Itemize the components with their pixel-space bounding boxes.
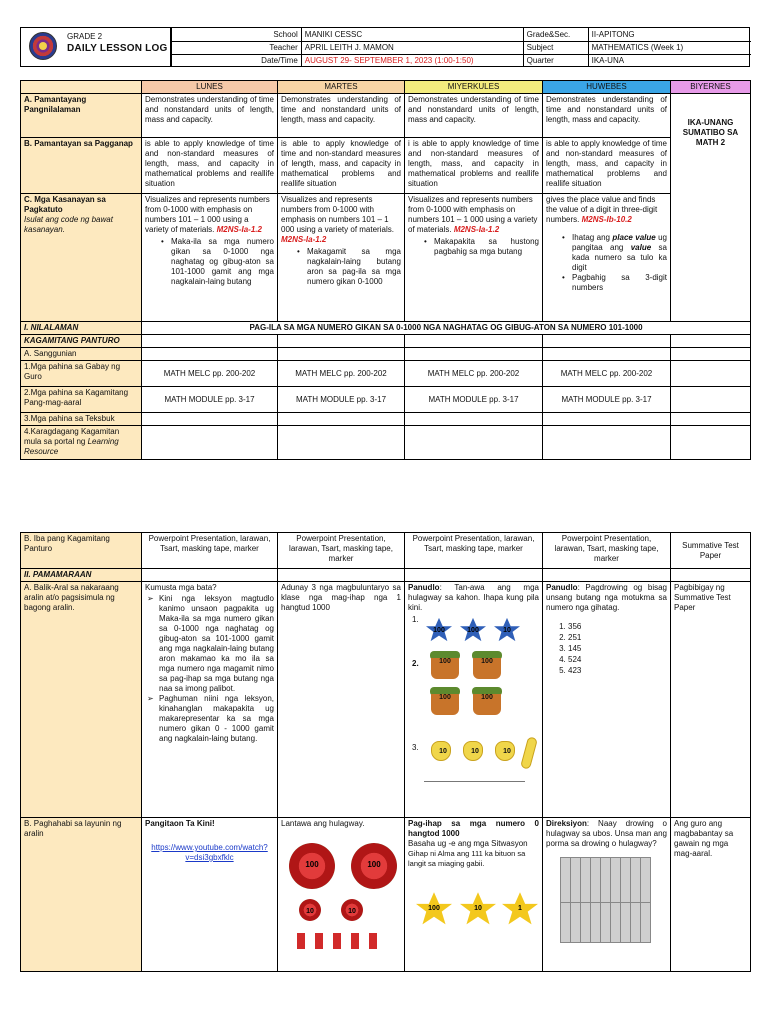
row-label-balik-aral: A. Balik-Aral sa nakaraang aralin at/o pagsisimula ng bagong aralin. <box>21 582 142 818</box>
basaha-text: Basaha ug -e ang mga Sitwasyon <box>408 839 528 848</box>
ref1-lunes: MATH MELC pp. 200-202 <box>142 361 278 387</box>
cell-a-lunes: Demonstrates understanding of time and nonstandard units of length, mass and capacity. <box>142 94 278 138</box>
rose-bouquet-picture: 100 <box>351 843 397 889</box>
number-item: 1. 356 <box>568 621 667 632</box>
empty-cell <box>671 361 751 387</box>
paghahabi-miyerkules <box>405 818 543 972</box>
counting-pictures <box>408 613 539 803</box>
empty-cell <box>142 413 278 426</box>
number-item: 3. 145 <box>568 643 667 654</box>
header-block <box>20 27 750 67</box>
gold-star-picture: 100 <box>414 891 454 927</box>
hundreds-blocks-picture <box>546 849 667 949</box>
banana-bunch-picture: 10 <box>428 739 458 769</box>
day-header-lunes: LUNES <box>142 81 278 94</box>
row-label-kagamitang-pang-mag-aaral: 2.Mga pahina sa Kagamitang Pang-mag-aaral <box>21 387 142 413</box>
panudlo-wed-text: : Tan-awa ang mga hulagway sa kahon. Ihapa kung pila kini. <box>408 583 539 612</box>
star-picture: 10 <box>492 617 522 643</box>
row-label-pamantayan-pagganap: B. Pamantayan sa Pagganap <box>21 138 142 194</box>
c-martes-code: M2NS-Ia-1.2 <box>281 235 327 244</box>
row-label-gabay-guro: 1.Mga pahina sa Gabay ng Guro <box>21 361 142 387</box>
row-label-pamamaraan: II. PAMAMARAAN <box>21 569 142 582</box>
rose-pictures <box>281 829 401 959</box>
empty-cell <box>405 426 543 460</box>
plant-pot-picture: 100 <box>470 687 504 715</box>
cell-b-martes: is able to apply knowledge of time and non-standard measures of length, mass, and capacity in mathematical problems and reallife situation <box>278 138 405 194</box>
empty-cell <box>671 426 751 460</box>
panudlo-thu-text: : Pagdrowing og bisag unsang butang nga motukma sa numero nga gihatag. <box>546 583 667 612</box>
pic-label-1: 1. <box>412 615 419 624</box>
empty-cell <box>543 413 671 426</box>
direksiyon-bold: Direksiyon <box>546 819 587 828</box>
row-label-pamantayang-pangnilalaman: A. Pamantayang Pangnilalaman <box>21 94 142 138</box>
gold-star-picture: 10 <box>458 891 498 927</box>
banana-bunch-picture: 10 <box>492 739 522 769</box>
empty-cell <box>278 348 405 361</box>
ref1-martes: MATH MELC pp. 200-202 <box>278 361 405 387</box>
single-banana-picture <box>520 736 538 769</box>
grade-label: GRADE 2 <box>67 32 103 41</box>
row-label-kagamitan: KAGAMITANG PANTURO <box>21 335 142 348</box>
ref2-martes: MATH MODULE pp. 3-17 <box>278 387 405 413</box>
gold-star-pictures <box>408 869 539 929</box>
answer-line <box>424 781 525 782</box>
star-picture: 100 <box>424 617 454 643</box>
balik-martes: Adunay 3 nga magbuluntaryo sa klase nga mag-ihap nga 1 hangtud 1000 <box>278 582 405 818</box>
lesson-table-2 <box>20 532 751 972</box>
school-label: School <box>172 28 302 41</box>
ref2-miyerkules: MATH MODULE pp. 3-17 <box>405 387 543 413</box>
iba-martes: Powerpoint Presentation, larawan, Tsart, masking tape, marker <box>278 533 405 569</box>
c-miyerkules-text: Visualizes and represents numbers from 0-1000 with emphasis on numbers 101 – 1 000 using a variety of materials. <box>408 195 538 234</box>
c-lunes-bullet: • Maka-ila sa mga numero gikan sa 0-1000 nga naghatag og gibug-aton sa 101-1000 gamit ang mga nagkalain-laing butang <box>145 237 274 287</box>
cell-b-miyerkules: i is able to apply knowledge of time and non-standard measures of length, mass, and capacity in mathematical problems and reallife situation <box>405 138 543 194</box>
empty-cell <box>278 426 405 460</box>
row-label-iba-pang-kagamitan: B. Iba pang Kagamitang Panturo <box>21 533 142 569</box>
empty-cell <box>405 413 543 426</box>
c-martes-bullet: • Makagamit sa mga nagkalain-laing butang aron sa pag-ila sa mga numero gikan 0-1000 <box>281 247 401 287</box>
star-picture: 100 <box>458 617 488 643</box>
ref2-huwebes: MATH MODULE pp. 3-17 <box>543 387 671 413</box>
c-huwebes-text: gives the place value and finds the value of a digit in three-digit numbers. <box>546 195 658 224</box>
banana-bunch-picture: 10 <box>460 739 490 769</box>
teacher-value: APRIL LEITH J. MAMON <box>301 41 523 54</box>
empty-cell <box>671 387 751 413</box>
number-item: 2. 251 <box>568 632 667 643</box>
c-lunes-code: M2NS-Ia-1.2 <box>216 225 262 234</box>
c-lunes-text: Visualizes and represents numbers from 0-1000 with emphasis on numbers 101 – 1 000 using a variety of materials. <box>145 195 270 234</box>
iba-huwebes: Powerpoint Presentation, larawan, Tsart, masking tape, marker <box>543 533 671 569</box>
lantawa-text: Lantawa ang hulagway. <box>281 819 365 828</box>
single-roses-picture <box>297 933 387 949</box>
balik-lunes-intro: Kumusta mga bata? <box>145 583 217 592</box>
cell-a-martes: Demonstrates understanding of time and nonstandard units of length, mass and capacity. <box>278 94 405 138</box>
balik-huwebes <box>543 582 671 818</box>
cell-b-huwebes: is able to apply knowledge of time and non-standard measures of length, mass, and capacity in mathematical problems and reallife situation <box>543 138 671 194</box>
empty-cell <box>405 569 543 582</box>
row-label-karagdagang-kagamitan: 4.Karagdagang Kagamitan mula sa portal ng Learning Resource <box>21 426 142 460</box>
row-label-kasanayan <box>21 194 142 322</box>
cell-a-huwebes: Demonstrates understanding of time and nonstandard units of length, mass and capacity. <box>543 94 671 138</box>
cell-c-martes <box>278 194 405 322</box>
c-miyerkules-bullet: • Makapakita sa hustong pagbahig sa mga butang <box>408 237 539 257</box>
empty-cell <box>543 348 671 361</box>
cell-b-lunes: is able to apply knowledge of time and non-standard measures of length, mass, and capacity in mathematical problems and reallife situation <box>142 138 278 194</box>
teacher-label: Teacher <box>172 41 302 54</box>
quarter-value: IKA-UNA <box>588 54 751 67</box>
rose-bouquet-picture: 100 <box>289 843 335 889</box>
day-header-miyerkules: MIYERKULES <box>405 81 543 94</box>
plant-pot-picture: 100 <box>428 687 462 715</box>
empty-cell <box>543 569 671 582</box>
empty-cell <box>405 348 543 361</box>
grade-sec-label: Grade&Sec. <box>523 28 588 41</box>
subject-value: MATHEMATICS (Week 1) <box>588 41 751 54</box>
school-value: MANIKI CESSC <box>301 28 523 41</box>
deped-seal-logo <box>29 32 57 60</box>
c-huwebes-bullet-1: • Ihatag ang place value ug pangitaa ang value sa kada numero sa tulo ka digit <box>546 233 667 273</box>
day-header-biyernes: BIYERNES <box>671 81 751 94</box>
empty-cell <box>142 335 278 348</box>
row-label-paghahabi: B. Paghahabi sa layunin ng aralin <box>21 818 142 972</box>
direksiyon-text: : Naay drowing o hulagway sa ubos. Unsa man ang porma sa drowing o hulagway? <box>546 819 667 848</box>
row-label-nilalaman: I. NILALAMAN <box>21 322 142 335</box>
plant-pot-picture: 100 <box>470 651 504 679</box>
youtube-link[interactable]: https://www.youtube.com/watch?v=dsi3gbxfklc <box>151 843 268 862</box>
paghahabi-huwebes <box>543 818 671 972</box>
pic-label-2: 2. <box>412 659 419 668</box>
iba-lunes: Powerpoint Presentation, larawan, Tsart, masking tape, marker <box>142 533 278 569</box>
empty-cell <box>543 426 671 460</box>
iba-miyerkules: Powerpoint Presentation, larawan, Tsart, masking tape, marker <box>405 533 543 569</box>
lesson-table-1 <box>20 80 751 460</box>
empty-cell <box>142 426 278 460</box>
empty-cell <box>142 569 278 582</box>
balik-lunes <box>142 582 278 818</box>
alma-situation: Gihap ni Alma ang 111 ka bituon sa langit sa miaging gabii. <box>408 849 526 868</box>
empty-cell <box>142 348 278 361</box>
day-header-huwebes: HUWEBES <box>543 81 671 94</box>
balik-miyerkules <box>405 582 543 818</box>
ref2-lunes: MATH MODULE pp. 3-17 <box>142 387 278 413</box>
c-miyerkules-code: M2NS-Ia-1.2 <box>453 225 500 234</box>
empty-cell <box>671 569 751 582</box>
document-title: DAILY LESSON LOG <box>67 43 168 54</box>
paghahabi-martes <box>278 818 405 972</box>
pic-label-3: 3. <box>412 743 419 752</box>
paghahabi-biyernes: Ang guro ang magbabantay sa gawain ng mga mag-aaral. <box>671 818 751 972</box>
corner-cell <box>21 81 142 94</box>
c-huwebes-bullet-2: • Pagbahig sa 3-digit numbers <box>546 273 667 293</box>
cell-a-miyerkules: Demonstrates understanding of time and nonstandard units of length, mass and capacity. <box>405 94 543 138</box>
number-list <box>568 621 667 676</box>
header-left <box>21 28 171 66</box>
day-header-martes: MARTES <box>278 81 405 94</box>
header-info-table <box>171 28 751 67</box>
panudlo-wed-bold: Panudlo <box>408 583 440 592</box>
empty-cell <box>278 413 405 426</box>
grade-sec-value: II-APITONG <box>588 28 751 41</box>
rose-small-picture: 10 <box>341 899 363 921</box>
kasanayan-title: C. Mga Kasanayan sa Pagkatuto <box>24 195 106 214</box>
balik-lunes-bullet-2: ➢ Paghuman niini nga leksyon, kinahanglan makapakita ug makarepresentar ka sa mga numero gikan 0 - 1000 gamit ang nagkalain-laing butang. <box>145 694 274 744</box>
number-item: 5. 423 <box>568 665 667 676</box>
datetime-label: Date/Time <box>172 54 302 67</box>
empty-cell <box>278 569 405 582</box>
pag-ihap-title: Pag-ihap sa mga numero 0 hangtod 1000 <box>408 819 539 838</box>
ref1-huwebes: MATH MELC pp. 200-202 <box>543 361 671 387</box>
cell-c-miyerkules <box>405 194 543 322</box>
nilalaman-text: PAG-ILA SA MGA NUMERO GIKAN SA 0-1000 NGA NAGHATAG OG GIBUG-ATON SA NUMERO 101-1000 <box>142 322 751 335</box>
paghahabi-lunes <box>142 818 278 972</box>
ref1-miyerkules: MATH MELC pp. 200-202 <box>405 361 543 387</box>
empty-cell <box>671 413 751 426</box>
c-martes-text: Visualizes and represents numbers from 0-1000 with emphasis on numbers 101 – 1 000 using a variety of materials. <box>281 195 394 234</box>
balik-lunes-bullet-1: ➢ Kini nga leksyon magtudlo kanimo unsaon pagpakita ug Maka-ila sa mga numero gikan sa 0-1000 nga naghatag og gibug-aton sa 101-1000 gamit ang mga nagkalain-laing butang aron makamao ka mo ila sa mga numero nga magamit nimo sa pag-ihap sa mga butang nga naa sa imong palibot. <box>145 594 274 694</box>
cell-c-huwebes <box>543 194 671 322</box>
panudlo-thu-bold: Panudlo <box>546 583 578 592</box>
datetime-value: AUGUST 29- SEPTEMBER 1, 2023 (1:00-1:50) <box>301 54 523 67</box>
cell-c-lunes <box>142 194 278 322</box>
gold-star-picture: 1 <box>500 891 540 927</box>
empty-cell <box>671 348 751 361</box>
hundred-block-drawing <box>560 857 656 943</box>
number-item: 4. 524 <box>568 654 667 665</box>
empty-cell <box>671 335 751 348</box>
empty-cell <box>543 335 671 348</box>
quarter-label: Quarter <box>523 54 588 67</box>
iba-biyernes: Summative Test Paper <box>671 533 751 569</box>
pangitaon-title: Pangitaon Ta Kini! <box>145 819 215 828</box>
row-label-teksbuk: 3.Mga pahina sa Teksbuk <box>21 413 142 426</box>
empty-cell <box>278 335 405 348</box>
c-huwebes-code: M2NS-Ib-10.2 <box>581 215 632 224</box>
plant-pot-picture: 100 <box>428 651 462 679</box>
row-label-sanggunian: A. Sanggunian <box>21 348 142 361</box>
empty-cell <box>405 335 543 348</box>
friday-summative-note: IKA-UNANG SUMATIBO SA MATH 2 <box>671 94 751 322</box>
kasanayan-sublabel: Isulat ang code ng bawat kasanayan. <box>24 215 113 234</box>
rose-small-picture: 10 <box>299 899 321 921</box>
balik-biyernes: Pagbibigay ng Summative Test Paper <box>671 582 751 818</box>
subject-label: Subject <box>523 41 588 54</box>
